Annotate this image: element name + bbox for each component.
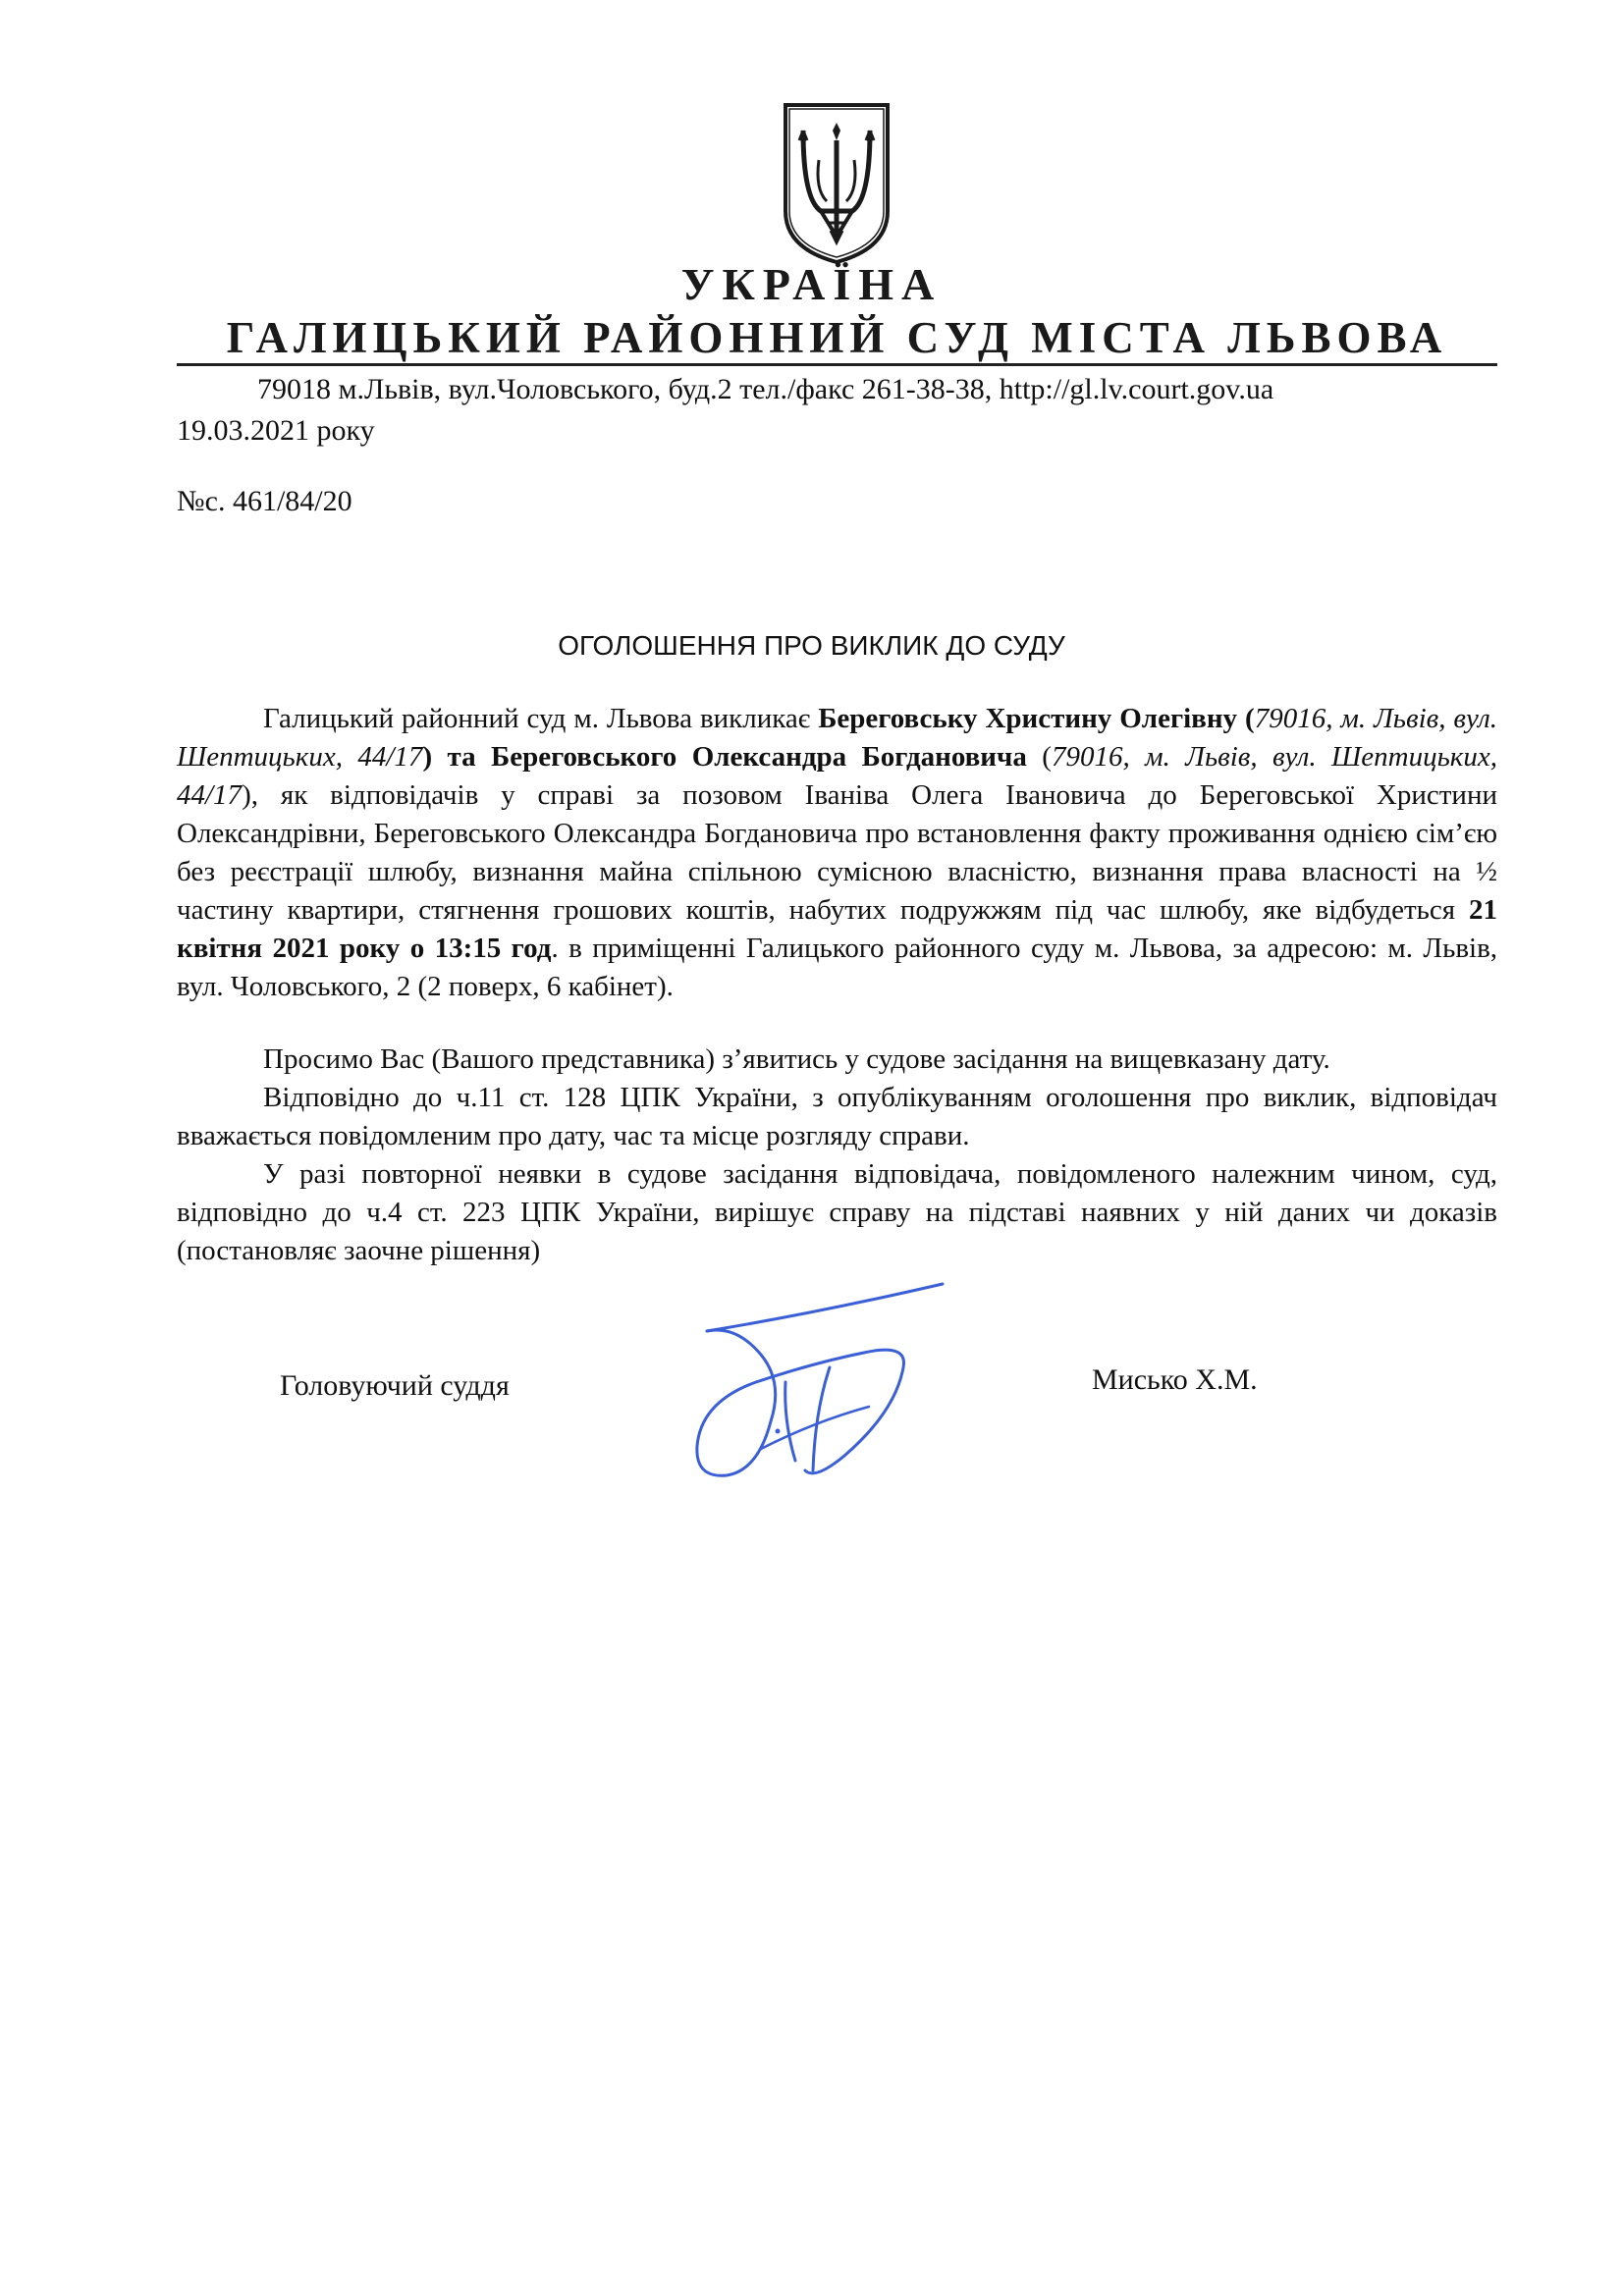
case-number: №с. 461/84/20 [177, 485, 352, 517]
trident-coat-of-arms-icon [782, 101, 892, 266]
defendant-2-address: 79016, м. Львів, вул. Шептицьких, 44/17 [177, 741, 1497, 811]
header-divider [177, 363, 1497, 366]
document-date: 19.03.2021 року [177, 414, 375, 447]
country-heading: УКРАЇНА [680, 259, 943, 309]
court-address-line: 79018 м.Львів, вул.Чоловського, буд.2 тел./факс 261-38-38, http://gl.lv.court.gov.ua [257, 373, 1274, 405]
defendant-1-name: Береговську Христину Олегівну ( [818, 703, 1255, 734]
hearing-datetime: 21 квітня 2021 року о 13:15 год [177, 894, 1497, 964]
court-name-heading: ГАЛИЦЬКИЙ РАЙОННИЙ СУД МІСТА ЛЬВОВА [226, 313, 1448, 362]
defendant-2-name: ) та Береговського Олександра Богдановича [422, 741, 1027, 773]
p1-text-1: Галицький районний суд м. Львова викликає [263, 703, 819, 734]
legal-notice-paragraph: Відповідно до ч.11 ст. 128 ЦПК України, з опублікуванням оголошення про виклик, відповідач вважається повідомленим про дату, час та місце розгляду справи. [177, 1082, 1497, 1151]
summons-paragraph [177, 700, 1497, 1006]
defendant-1-address: 79016, м. Львів, вул. Шептицьких, 44/17 [177, 703, 1498, 773]
p1-text-3: ( [1026, 741, 1052, 773]
handwritten-signature [668, 1274, 952, 1495]
presiding-judge-label: Головуючий суддя [280, 1369, 510, 1402]
judge-name: Мисько Х.М. [1092, 1363, 1258, 1396]
document-title: ОГОЛОШЕННЯ ПРО ВИКЛИК ДО СУДУ [558, 630, 1065, 661]
p1-text-5: . в приміщенні Галицького районного суду м. Львова, за адресою: м. Львів, вул. Чоловського, 2 (2 поверх, 6 кабінет). [177, 933, 1498, 1002]
p1-text-4: ), як відповідачів у справі за позовом Іваніва Олега Івановича до Береговської Христини Олександрівни, Береговського Олександра Богдановича про встановлення факту проживання однією сім’єю без реєстрації шлюбу, визнання майна спільною сумісною власністю, визнання права власності на ½ частину квартири, стягнення грошових коштів, набутих подружжям під час шлюбу, яке відбудеться [177, 779, 1497, 926]
default-judgment-paragraph: У разі повторної неявки в судове засідання відповідача, повідомленого належним чином, суд, відповідно до ч.4 ст. 223 ЦПК України, вирішує справу на підставі наявних у ній даних чи доказів (постановляє заочне рішення) [177, 1158, 1497, 1266]
request-paragraph: Просимо Вас (Вашого представника) з’явитись у судове засідання на вищевказану дату. [263, 1043, 1330, 1075]
notice-paragraphs [177, 1041, 1497, 1270]
